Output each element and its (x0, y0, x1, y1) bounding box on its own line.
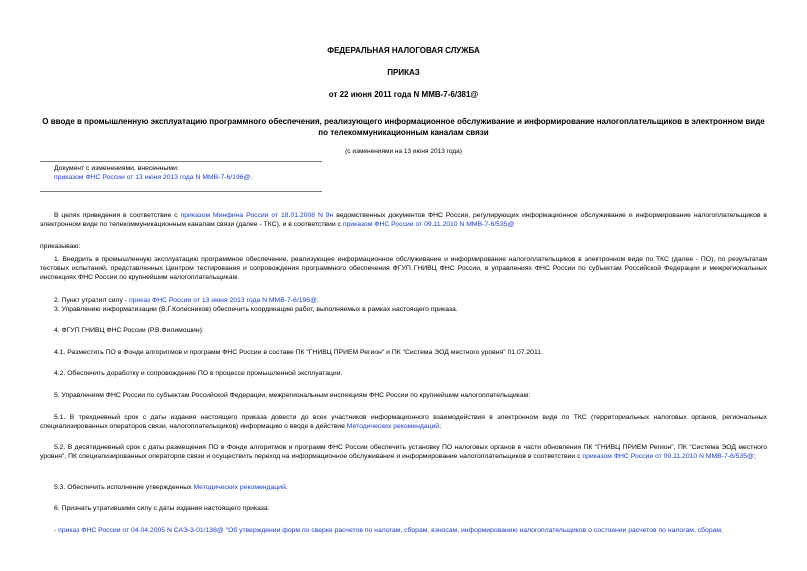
edition-note: (с изменениями на 13 июня 2013 года) (345, 148, 462, 155)
paragraph-item-1: 1. Внедрить в промышленную эксплуатацию программное обеспечение, реализующее информационное обслуживание и информирование налогоплательщиков в электронном виде по ТКС (далее - ПО), по результатам тестовых испытаний, представленных Центром тестирования и сопровождения программного обеспечения ФГУП ГНИВЦ ФНС России, в управлениях ФНС России по субъектам Российской Федерации и межрегиональных инспекциях ФНС России по крупнейшим налогоплательщикам. (40, 256, 767, 281)
link-minfin-order[interactable]: приказом Минфина России от 18.01.2008 N 9н (180, 212, 334, 219)
document-title: О вводе в промышленную эксплуатацию программного обеспечения, реализующего информационное обслуживание и информирование налогоплательщиков в электронном виде по телекоммуникационным каналам связи (42, 117, 765, 137)
paragraph-item-5: 5. Управлениям ФНС России по субъектам Российской Федерации, межрегиональным инспекциям ФНС России по крупнейшим налогоплательщикам: (54, 392, 531, 399)
changes-link[interactable]: приказом ФНС России от 13 июня 2013 года N ММВ-7-6/196@. (54, 173, 253, 181)
link-method-recommendations[interactable]: Методических рекомендаций (346, 422, 440, 430)
link-fns-order-535-2[interactable]: приказом ФНС России от 09.11.2010 N ММВ-7-6/535@ (582, 452, 754, 460)
paragraph-item-4-2: 4.2. Обеспечить доработку и сопровождение ПО в процессе промышленной эксплуатации. (54, 370, 343, 377)
item-5-1-end: ; (439, 422, 441, 430)
paragraph-order-word: приказываю: (40, 243, 81, 250)
paragraph-item-4: 4. ФГУП ГНИВЦ ФНС России (Р.В.Филимошин): (54, 327, 204, 334)
document-type: ПРИКАЗ (387, 68, 420, 77)
link-method-recommendations-2[interactable]: Методических рекомендаций (193, 484, 286, 491)
link-fns-order-196[interactable]: приказ ФНС России от 13 июня 2013 года N ММВ-7-6/196@ (128, 297, 317, 304)
paragraph-item-4-1: 4.1. Разместить ПО в Фонде алгоритмов и программ ФНС России в составе ПК "ГНИВЦ ПРИЕМ Регион" и ПК "Система ЭОД местного уровня" 01.07.2011. (54, 349, 543, 356)
paragraph-item-5-1 (40, 414, 767, 432)
item-5-2-end: ; (753, 452, 756, 460)
divider-top (40, 161, 322, 162)
preamble-text-a: В целях приведения в соответствие с (54, 212, 181, 219)
paragraph-preamble (40, 212, 767, 230)
link-fns-order-138[interactable]: - приказ ФНС России от 04.04.2005 N САЭ-3-01/138@ "Об утверждении форм по сверке расчетов по налогам, сборам, взносам, информированию налогоплательщиков о состоянии расчетов по налогам, сборам, (54, 527, 723, 534)
item-5-3-end: . (285, 484, 288, 491)
paragraph-item-5-3 (40, 484, 767, 493)
paragraph-item-5-2 (40, 444, 767, 462)
divider-bottom (40, 191, 322, 192)
item-2-end: . (316, 297, 319, 304)
item-2-text: 2. Пункт утратил силу - (54, 297, 129, 304)
changes-label: Документ с изменениями, внесенными: (54, 165, 179, 172)
changes-block (54, 165, 252, 183)
agency-heading: ФЕДЕРАЛЬНАЯ НАЛОГОВАЯ СЛУЖБА (327, 46, 480, 55)
item-5-1-text: 5.1. В трехдневный срок с даты издания настоящего приказа довести до всех участников информационного взаимодействия в электронном виде по ТКС (территориальных налоговых органов, региональных специализированных операторов связи, налогоплательщиков) информацию о вводе в действие (40, 414, 767, 430)
paragraph-item-6-list (40, 527, 767, 536)
preamble-text-b: ведомственных документов ФНС России, регулирующих информационное обслуживание и информирование налогоплательщиков в электронном виде по телекоммуникационным каналам связи (далее - ТКС), и в соответствии с (40, 212, 768, 228)
document-date-number: от 22 июня 2011 года N ММВ-7-6/381@ (328, 90, 479, 99)
paragraph-item-3: 3. Управлению информатизации (В.Г.Колесников) обеспечить координацию работ, выполняемых в рамках настоящего приказа. (54, 306, 458, 313)
paragraph-item-6: 6. Признать утратившими силу с даты издания настоящего приказа: (54, 505, 270, 512)
item-5-2-text: 5.2. В десятидневный срок с даты размещения ПО в Фонде алгоритмов и программ ФНС России обеспечить установку ПО налоговых органов в части обновления ПК "ГНИВЦ ПРИЕМ Регион", ПК "Система ЭОД местного уровня", ПК специализированных операторов связи и осуществить переход на информационное обслуживание и информирование налогоплательщиков в соответствии с (40, 444, 767, 460)
link-fns-order-535[interactable]: приказом ФНС России от 09.11.2010 N ММВ-7-6/535@ (342, 220, 515, 228)
paragraph-item-2 (40, 297, 767, 306)
item-5-3-text: 5.3. Обеспечить исполнение утвержденных (54, 484, 194, 491)
